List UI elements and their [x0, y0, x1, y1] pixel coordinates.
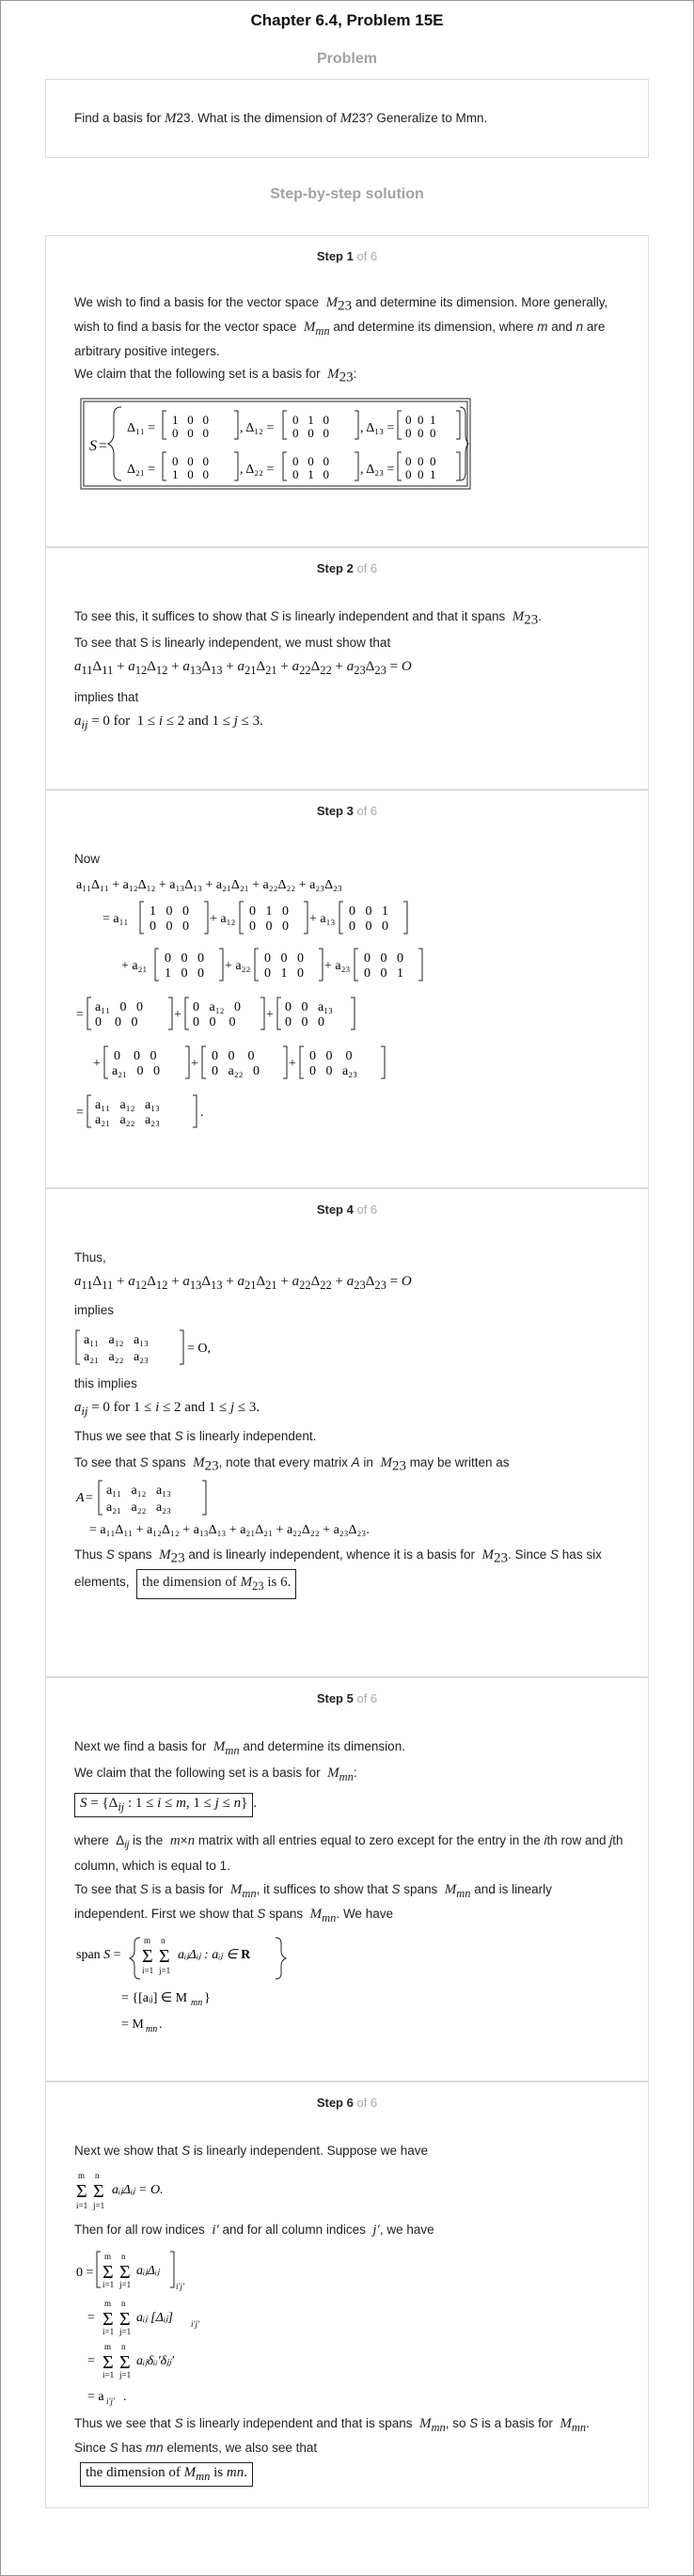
svg-text:0 0 1: 0 0 1 [349, 904, 388, 919]
step-4-card [45, 1188, 649, 1677]
step-4-conclusion: $a_{ij} = 0$ for 1 ≤ i ≤ 2 and 1 ≤ j ≤ 3. [74, 1400, 260, 1418]
svg-text:=: = [76, 1008, 84, 1022]
step-1-basis-set [80, 398, 475, 492]
svg-text:n: n [121, 2299, 126, 2308]
svg-text:aᵢⱼδᵢᵢ′δⱼⱼ′: aᵢⱼδᵢᵢ′δⱼⱼ′ [136, 2354, 175, 2368]
svg-text:0 1 0: 0 1 0 [292, 467, 329, 481]
svg-text:0 0 0: 0 0 0 [172, 426, 209, 440]
svg-text:= M: = M [121, 2018, 144, 2032]
svg-text:i′j′: i′j′ [176, 2282, 184, 2291]
svg-text:m: m [104, 2342, 112, 2351]
svg-text:i′j′: i′j′ [191, 2319, 199, 2329]
svg-text:i=1: i=1 [103, 2327, 115, 2336]
svg-text:=: = [87, 2354, 95, 2368]
svg-text:aᵢⱼΔᵢⱼ = O.: aᵢⱼΔᵢⱼ = O. [112, 2183, 164, 2197]
svg-text:+: + [266, 1008, 274, 1022]
svg-text:, Δ₁₃ =: , Δ₁₃ = [360, 421, 395, 435]
step-6-p3: Thus we see that S is linearly independent and that is spans $M_{mn}$, so S is a basis for $M_{mn}$. Since S has mn elements, we also see that [74, 2416, 590, 2455]
svg-text:+: + [191, 1057, 198, 1071]
svg-text:.: . [123, 2390, 127, 2404]
svg-text:0 0 0: 0 0 0 [150, 919, 189, 934]
step-6-derivation [74, 2248, 356, 2408]
svg-text:Σ: Σ [76, 2181, 87, 2202]
step-2-equation: $a_{11}\Delta_{11} + a_{12}\Delta_{12} + a_{13}\Delta_{13} + a_{21}\Delta_{21} + a_{22}\Delta_{22} + a_{23}\Delta_{23} = O$ [74, 659, 412, 677]
step-4-p3: this implies [74, 1376, 137, 1390]
svg-text:Δ₁₁ =: Δ₁₁ = [127, 421, 156, 435]
step-6-card [45, 2081, 649, 2508]
step-2-p3: implies that [74, 690, 139, 704]
svg-text:0 0 0: 0 0 0 [212, 1049, 255, 1063]
svg-text:0 0 0: 0 0 0 [114, 1049, 157, 1063]
svg-text:=: = [76, 1106, 84, 1120]
svg-text:i=1: i=1 [103, 2280, 115, 2289]
svg-text:+: + [289, 1057, 296, 1071]
svg-text:a₂₁ a₂₂ a₂₃: a₂₁ a₂₂ a₂₃ [106, 1500, 171, 1515]
svg-text:1 0 0: 1 0 0 [172, 413, 209, 427]
svg-text:0 1 0: 0 1 0 [292, 413, 329, 427]
svg-text:a₁₁ 0 0: a₁₁ 0 0 [95, 1000, 143, 1014]
svg-text:= a₁₁: = a₁₁ [103, 912, 129, 926]
svg-text:0 0 1: 0 0 1 [364, 966, 403, 981]
step-1-claim: We claim that the following set is a basis for $M_{23}$: [74, 367, 357, 385]
svg-text:.: . [159, 2018, 163, 2032]
svg-text:i=1: i=1 [103, 2370, 115, 2380]
svg-text:= {[aᵢⱼ] ∈ M: = {[aᵢⱼ] ∈ M [121, 1991, 188, 2005]
svg-text:+ a₁₂: + a₁₂ [210, 912, 236, 926]
step-2-p2: To see that S is linearly independent, we must show that [74, 636, 391, 650]
svg-text:0 a₂₂ 0: 0 a₂₂ 0 [212, 1064, 260, 1078]
step-6-heading: Step 6 of 6 [316, 2096, 378, 2110]
svg-text:n: n [95, 2171, 100, 2180]
step-4-p2: implies [74, 1303, 115, 1317]
step-6-p2: Then for all row indices i′ and for all column indices j′, we have [74, 2223, 434, 2238]
svg-text:i′j′: i′j′ [106, 2396, 115, 2406]
svg-text:aᵢⱼΔᵢⱼ: aᵢⱼΔᵢⱼ [136, 2264, 160, 2278]
svg-text:i=1: i=1 [76, 2201, 88, 2210]
svg-text:0 0 0: 0 0 0 [309, 1049, 353, 1063]
svg-text:span S =: span S = [76, 1948, 121, 1962]
step-5-basis-set: $S = \{\Delta_{ij}$ : 1 ≤ i ≤ m, 1 ≤ j ≤ n} . [74, 1793, 257, 1817]
svg-text:A: A [76, 1491, 85, 1505]
step-4-p5: To see that S spans $M_{23}$, note that every matrix A in $M_{23}$ may be written as [74, 1455, 510, 1474]
svg-text:+ a₂₁: + a₂₁ [121, 959, 148, 973]
step-5-p2: We claim that the following set is a basis for $M_{mn}$: [74, 1766, 357, 1783]
svg-text:a₂₁ a₂₂ a₂₃: a₂₁ a₂₂ a₂₃ [84, 1350, 149, 1364]
svg-text:n: n [121, 2252, 126, 2261]
svg-text:1 0 0: 1 0 0 [172, 467, 209, 481]
step-3-heading: Step 3 of 6 [316, 804, 378, 818]
svg-text:0 0 a₂₃: 0 0 a₂₃ [309, 1064, 357, 1078]
svg-text:1 0 0: 1 0 0 [150, 904, 189, 919]
svg-text:mn: mn [191, 1998, 203, 2008]
step-5-p1: Next we find a basis for $M_{mn}$ and determine its dimension. [74, 1739, 405, 1757]
svg-text:= O,: = O, [187, 1342, 212, 1356]
step-4-matrix-A [74, 1479, 469, 1539]
svg-text:0 0 1: 0 0 1 [405, 413, 436, 427]
chapter-title: Chapter 6.4, Problem 15E [250, 11, 444, 29]
svg-text:= a₁₁Δ₁₁ + a₁₂Δ₁₂ + a₁₃Δ₁₃ + a: = a₁₁Δ₁₁ + a₁₂Δ₁₂ + a₁₃Δ₁₃ + a₂₁Δ₂₁ + a₂₂Δ₂₂ + a₂₃Δ₂₃. [89, 1523, 370, 1537]
problem-text: Find a basis for M23. What is the dimension of M23? Generalize to Mmn. [74, 111, 488, 126]
svg-text:Δ₂₁ =: Δ₂₁ = [127, 463, 156, 477]
step-6-sum-zero [74, 2169, 225, 2214]
problem-heading: Problem [316, 51, 377, 67]
step-3-card [45, 790, 649, 1188]
svg-text:0 0 0: 0 0 0 [264, 951, 304, 966]
svg-text:m: m [144, 1936, 151, 1945]
svg-text:0 0 0: 0 0 0 [285, 1015, 324, 1029]
svg-text:Σ: Σ [103, 2352, 114, 2373]
svg-text:a₁₁ a₁₂ a₁₃: a₁₁ a₁₂ a₁₃ [84, 1333, 149, 1347]
step-4-equation: $a_{11}\Delta_{11} + a_{12}\Delta_{12} + a_{13}\Delta_{13} + a_{21}\Delta_{21} + a_{22}\Delta_{22} + a_{23}\Delta_{23} = O$ [74, 1274, 412, 1292]
svg-text:n: n [161, 1936, 166, 1945]
step-4-matrix-zero [74, 1327, 225, 1368]
svg-text:0 0 0: 0 0 0 [165, 951, 204, 966]
svg-text:n: n [121, 2342, 126, 2351]
svg-text:m: m [78, 2171, 86, 2180]
step-5-heading: Step 5 of 6 [316, 1691, 378, 1705]
svg-text:Σ: Σ [119, 2262, 131, 2283]
svg-text:+ a₂₂: + a₂₂ [225, 959, 251, 973]
step-4-p1: Thus, [74, 1250, 106, 1264]
step-2-p1: To see this, it suffices to show that S is linearly independent and that it spans $M_{23}$. [74, 609, 543, 628]
svg-text:S: S [89, 438, 97, 454]
svg-text:j=1: j=1 [93, 2201, 105, 2210]
svg-text:aᵢⱼ [Δᵢⱼ]: aᵢⱼ [Δᵢⱼ] [136, 2311, 173, 2325]
svg-text:0 0 0: 0 0 0 [405, 454, 436, 468]
svg-text:, Δ₁₂ =: , Δ₁₂ = [240, 421, 275, 435]
problem-box [45, 79, 649, 158]
svg-text:0 1 0: 0 1 0 [264, 966, 304, 981]
svg-text:, Δ₂₃ =: , Δ₂₃ = [360, 463, 395, 477]
svg-text:mn: mn [146, 2024, 158, 2034]
svg-text:Σ: Σ [159, 1946, 170, 1967]
svg-text:a₂₁ 0 0: a₂₁ 0 0 [112, 1064, 160, 1078]
svg-text:m: m [104, 2299, 112, 2308]
svg-text:Σ: Σ [103, 2309, 114, 2330]
svg-text:Σ: Σ [119, 2352, 131, 2373]
step-5-card [45, 1677, 649, 2081]
svg-text:Σ: Σ [103, 2262, 114, 2283]
svg-text:j=1: j=1 [119, 2370, 132, 2380]
step-4-heading: Step 4 of 6 [316, 1202, 378, 1217]
svg-text:+: + [174, 1008, 181, 1022]
svg-text:0 0 0: 0 0 0 [172, 454, 209, 468]
step-5-p3: where $\Delta_{ij}$ is the m×n matrix with all entries equal to zero except for the entry in the ith row and jth column, which is equal to 1. [74, 1833, 623, 1873]
svg-text:0 0 1: 0 0 1 [405, 467, 436, 481]
svg-text:a₁₁ a₁₂ a₁₃: a₁₁ a₁₂ a₁₃ [106, 1484, 171, 1498]
step-2-card [45, 547, 649, 790]
step-6-answer: the dimension of $M_{mn}$ is mn. [80, 2462, 253, 2487]
svg-text:0 0 0: 0 0 0 [249, 919, 289, 934]
svg-text:a₁₁ a₁₂ a₁₃: a₁₁ a₁₂ a₁₃ [95, 1098, 160, 1112]
step-3-derivation [74, 875, 469, 1157]
svg-text:Σ: Σ [93, 2181, 104, 2202]
svg-text:m: m [104, 2252, 112, 2261]
svg-text:}: } [204, 1991, 211, 2005]
svg-text:0 =: 0 = [76, 2266, 94, 2280]
step-3-p1: Now [74, 852, 101, 866]
step-5-p4: To see that S is a basis for $M_{mn}$, it suffices to show that S spans $M_{mn}$ and is linearly independent. First we show that S spans $M_{mn}$. We have [74, 1882, 552, 1924]
svg-text:Σ: Σ [119, 2309, 131, 2330]
svg-text:= a: = a [87, 2390, 104, 2404]
step-1-card [45, 235, 649, 547]
step-1-heading: Step 1 of 6 [316, 249, 378, 263]
step-2-conclusion: $a_{ij} = 0$ for 1 ≤ i ≤ 2 and 1 ≤ j ≤ 3. [74, 714, 263, 731]
svg-text:a₂₁ a₂₂ a₂₃: a₂₁ a₂₂ a₂₃ [95, 1113, 160, 1127]
svg-text:0 1 0: 0 1 0 [249, 904, 289, 919]
svg-text:=: = [99, 438, 108, 454]
svg-text:j=1: j=1 [159, 1966, 171, 1975]
svg-text:0 0 a₁₃: 0 0 a₁₃ [285, 1000, 333, 1014]
svg-text:0 a₁₂ 0: 0 a₁₂ 0 [193, 1000, 241, 1014]
svg-text:0 0 0: 0 0 0 [193, 1015, 236, 1029]
svg-text:0 0 0: 0 0 0 [405, 426, 436, 440]
svg-text:0 0 0: 0 0 0 [364, 951, 403, 966]
svg-text:aᵢⱼΔᵢⱼ : aᵢⱼ ∈ R: aᵢⱼΔᵢⱼ : aᵢⱼ ∈ R [178, 1948, 251, 1962]
svg-text:i=1: i=1 [142, 1966, 154, 1975]
svg-text:, Δ₂₂ =: , Δ₂₂ = [240, 463, 275, 477]
svg-text:+ a₁₃: + a₁₃ [309, 912, 336, 926]
svg-text:0 0 0: 0 0 0 [95, 1015, 138, 1029]
step-4-p6: Thus S spans $M_{23}$ and is linearly independent, whence it is a basis for $M_{23}$. Since S has six elements, the dimension of $M_{23}$ is 6. [74, 1545, 624, 1599]
solution-heading: Step-by-step solution [270, 186, 424, 202]
svg-text:+ a₂₃: + a₂₃ [324, 959, 351, 973]
step-2-heading: Step 2 of 6 [316, 561, 378, 575]
svg-text:=: = [86, 1491, 93, 1505]
step-5-span-derivation [74, 1932, 356, 2035]
svg-text:a₁₁Δ₁₁ + a₁₂Δ₁₂ + a₁₃Δ₁₃ + a₂₁: a₁₁Δ₁₁ + a₁₂Δ₁₂ + a₁₃Δ₁₃ + a₂₁Δ₂₁ + a₂₂Δ₂₂ + a₂₃Δ₂₃ [76, 878, 342, 892]
svg-text:0 0 0: 0 0 0 [349, 919, 388, 934]
svg-text:1 0 0: 1 0 0 [165, 966, 204, 981]
svg-text:=: = [87, 2311, 95, 2325]
step-1-intro: We wish to find a basis for the vector space $M_{23}$ and determine its dimension. More generally, wish to find a basis for the vector space $M_{mn}$ and determine its dimension, where m and n are arbitrary positive integers. [74, 295, 608, 358]
svg-text:0 0 0: 0 0 0 [292, 426, 329, 440]
step-6-p1: Next we show that S is linearly independent. Suppose we have [74, 2144, 428, 2158]
step-4-answer: the dimension of $M_{23}$ is 6. [136, 1569, 296, 1599]
step-4-p4: Thus we see that S is linearly independent. [74, 1429, 317, 1443]
svg-text:j=1: j=1 [119, 2327, 132, 2336]
svg-text:.: . [200, 1106, 204, 1120]
svg-text:0 0 0: 0 0 0 [292, 454, 329, 468]
svg-text:j=1: j=1 [119, 2280, 132, 2289]
svg-text:Σ: Σ [142, 1946, 153, 1967]
svg-text:+: + [93, 1057, 101, 1071]
